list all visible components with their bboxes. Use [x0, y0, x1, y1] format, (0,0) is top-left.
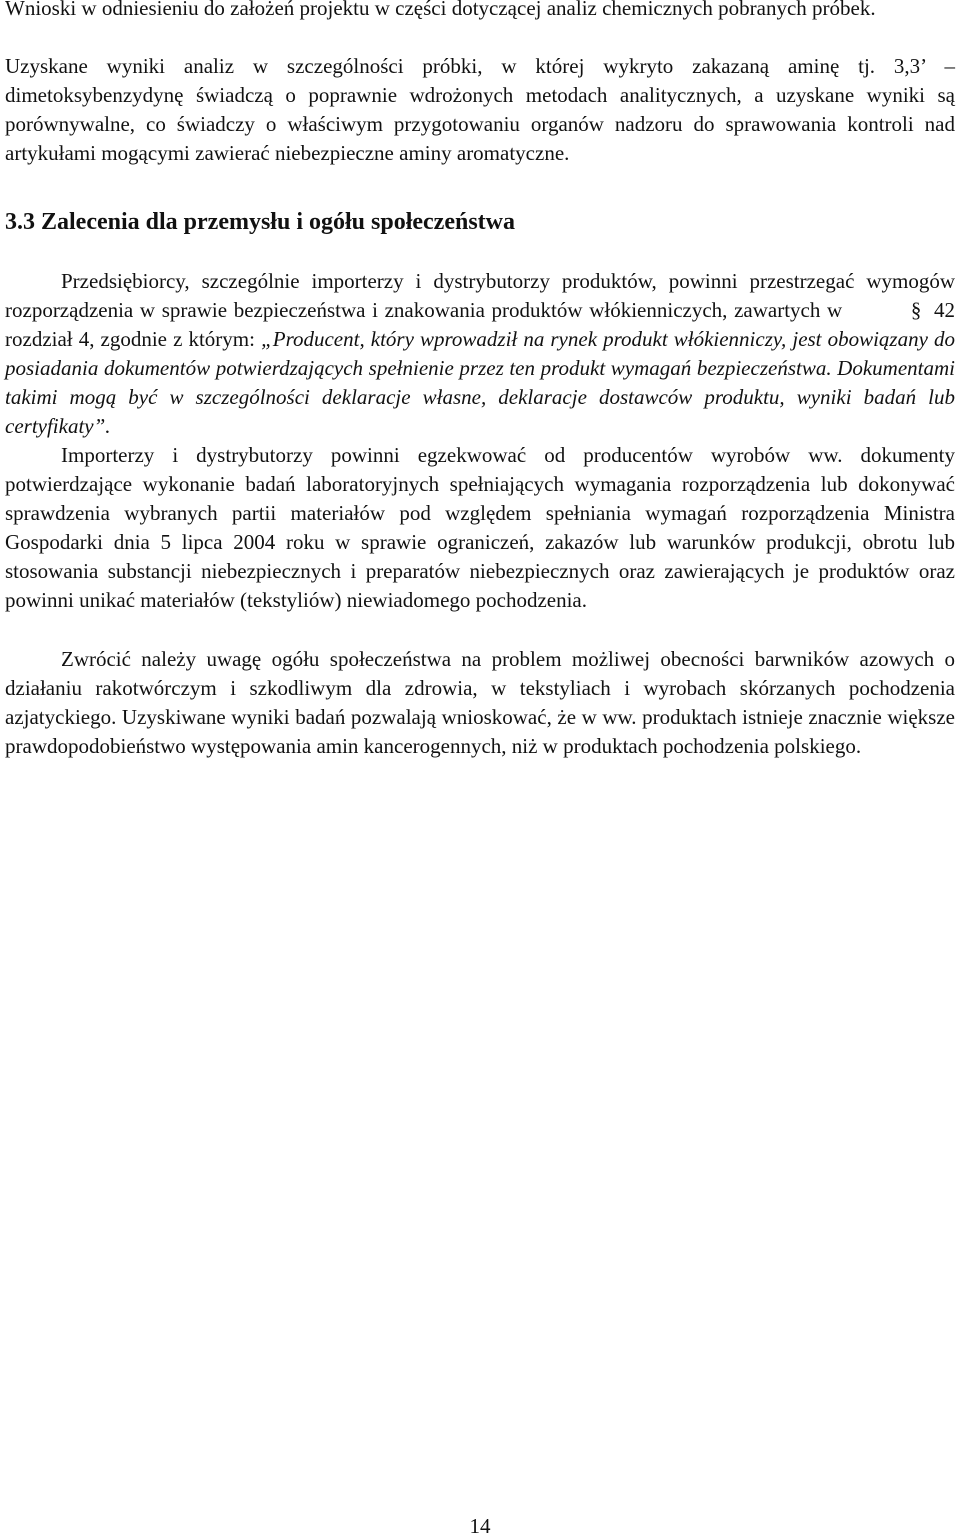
section-sign: § [910, 298, 922, 322]
recommendation-paragraph-2: Importerzy i dystrybutorzy powinni egzekwować od producentów wyrobów ww. dokumenty potwierdzające wykonanie badań laboratoryjnych spełniających wymagania rozporządzenia lub dokonywać sprawdzenia wybranych partii materiałów pod względem spełniania wymagań rozporządzenia Ministra Gospodarki dnia 5 lipca 2004 roku w sprawie ograniczeń, zakazów lub warunków produkcji, obrotu lub stosowania substancji niebezpiecznych i preparatów niebezpiecznych oraz zawierających je produktów oraz powinni unikać materiałów (tekstyliów) niewiadomego pochodzenia. [5, 443, 955, 612]
intro-paragraph: Uzyskane wyniki analiz w szczególności próbki, w której wykryto zakazaną aminę tj. 3,3’ – dimetoksybenzydynę świadczą o poprawnie wdrożonych metodach analitycznych, a uzyskane wyniki są porównywalne, co świadczy o właściwym przygotowaniu organów nadzoru do sprawowania kontroli nad artykułami mogącymi zawierać niebezpieczne aminy aromatyczne. [5, 54, 955, 165]
p1-quoted-regulation: „Producent, który wprowadził na rynek produkt włókienniczy, jest obowiązany do posiadania dokumentów potwierdzających spełnienie przez ten produkt wymagań bezpieczeństwa. Dokumentami takimi mogą być w szczególności deklaracje własne, deklaracje dostawców produktu, wyniki badań lub certyfikaty”. [5, 327, 956, 438]
section-title: 3.3 Zalecenia dla przemysłu i ogółu społeczeństwa [5, 209, 515, 235]
intro-heading-line: Wnioski w odniesieniu do założeń projektu w części dotyczącej analiz chemicznych pobranych próbek. [5, 0, 876, 20]
recommendation-paragraph-1 [5, 267, 955, 441]
page-number: 14 [469, 1514, 491, 1538]
document-page [5, 0, 955, 761]
p1-text-before-sign: Przedsiębiorcy, szczególnie importerzy i dystrybutorzy produktów, powinni przestrzegać wymogów rozporządzenia w sprawie bezpieczeństwa i znakowania produktów włókienniczych, zawartych w [5, 269, 955, 322]
p1-text-after-sign: 42 rozdział 4, zgodnie z którym: [5, 298, 956, 351]
recommendation-paragraph-3: Zwrócić należy uwagę ogółu społeczeństwa na problem możliwej obecności barwników azowych o działaniu rakotwórczym i szkodliwym dla zdrowia, w tekstyliach i wyrobach skórzanych pochodzenia azjatyckiego. Uzyskiwane wyniki badań pozwalają wnioskować, że w ww. produktach istnieje znacznie większe prawdopodobieństwo występowania amin kancerogennych, niż w produktach pochodzenia polskiego. [5, 647, 955, 758]
